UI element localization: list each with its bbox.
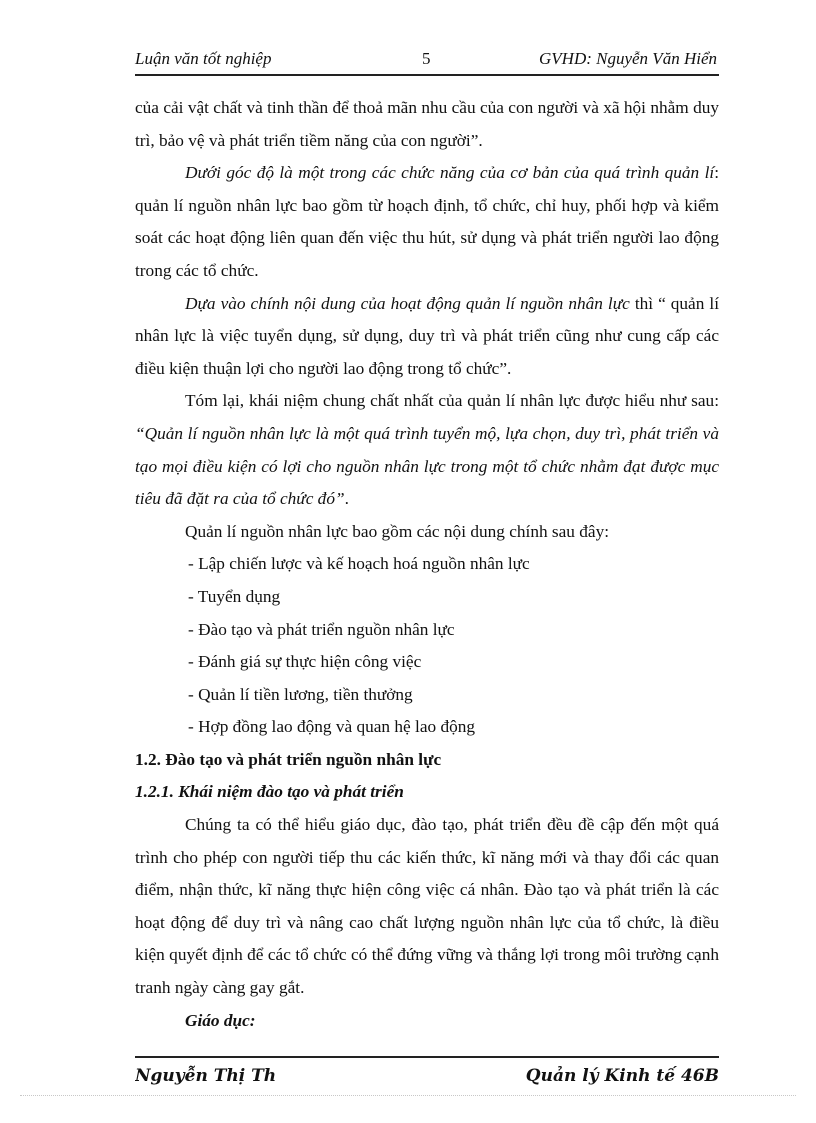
sub-heading-education: Giáo dục:	[185, 1010, 256, 1030]
paragraph-2-text: : quản lí nguồn nhân lực bao gồm từ hoạch định, tổ chức, chỉ huy, phối hợp và kiểm soát các hoạt động liên quan đến việc thu hút, sử dụng và phát triển người lao động trong các tổ chức.	[135, 163, 719, 280]
paragraph-4-definition: “Quản lí nguồn nhân lực là một quá trình tuyển mộ, lựa chọn, duy trì, phát triển và tạo mọi điều kiện có lợi cho nguồn nhân lực trong một tổ chức nhằm đạt được mục tiêu đã đặt ra của tổ chức đó”	[135, 423, 719, 509]
list-item: - Tuyển dụng	[188, 586, 281, 606]
paragraph-2	[135, 157, 719, 287]
list-item: - Quản lí tiền lương, tiền thưởng	[188, 684, 413, 704]
page-bottom-divider	[20, 1095, 796, 1096]
page-header	[135, 46, 719, 76]
paragraph-3	[135, 288, 719, 386]
paragraph-4	[135, 385, 719, 515]
paragraph-4-text: Tóm lại, khái niệm chung chất nhất của quản lí nhân lực được hiểu như sau:	[185, 391, 719, 411]
page-number: 5	[422, 49, 431, 68]
paragraph-2-italic: Dưới góc độ là một trong các chức năng của cơ bản của quá trình quản lí	[185, 163, 715, 183]
list-item: - Đào tạo và phát triển nguồn nhân lực	[188, 619, 455, 639]
paragraph-4-end: .	[344, 489, 349, 509]
footer-author: Nguyễn Thị Th	[135, 1066, 277, 1086]
page-footer	[135, 1056, 719, 1088]
header-advisor: GVHD: Nguyễn Văn Hiển	[539, 49, 717, 68]
list-item: - Đánh giá sự thực hiện công việc	[188, 652, 422, 672]
section-heading: 1.2. Đào tạo và phát triển nguồn nhân lực	[135, 749, 442, 769]
paragraph-3-text: thì “ quản lí nhân lực là việc tuyển dụng, sử dụng, duy trì và phát triển cũng như cung cấp các điều kiện thuận lợi cho người lao động trong tổ chức”.	[135, 293, 719, 378]
paragraph-6: Chúng ta có thể hiểu giáo dục, đào tạo, phát triển đều đề cập đến một quá trình cho phép con người tiếp thu các kiến thức, kĩ năng mới và thay đổi các quan điểm, nhận thức, kĩ năng thực hiện công việc cá nhân. Đào tạo và phát triển là các hoạt động để duy trì và nâng cao chất lượng nguồn nhân lực của tổ chức, là điều kiện quyết định để các tổ chức có thể đứng vững và thắng lợi trong môi trường cạnh tranh ngày càng gay gắt.	[135, 815, 719, 998]
paragraph-1: của cải vật chất và tinh thần để thoả mãn nhu cầu của con người và xã hội nhằm duy trì, bảo vệ và phát triển tiềm năng của con người”.	[135, 98, 719, 150]
subsection-heading: 1.2.1. Khái niệm đào tạo và phát triển	[135, 782, 404, 802]
header-thesis-title: Luận văn tốt nghiệp	[135, 49, 272, 68]
paragraph-3-italic: Dựa vào chính nội dung của hoạt động quản lí nguồn nhân lực	[185, 293, 630, 313]
footer-class: Quản lý Kinh tế 46B	[525, 1066, 719, 1086]
body-text	[135, 92, 719, 1037]
paragraph-5: Quản lí nguồn nhân lực bao gồm các nội dung chính sau đây:	[185, 521, 610, 541]
list-item: - Hợp đồng lao động và quan hệ lao động	[188, 717, 476, 737]
list-item: - Lập chiến lược và kế hoạch hoá nguồn nhân lực	[188, 554, 530, 574]
